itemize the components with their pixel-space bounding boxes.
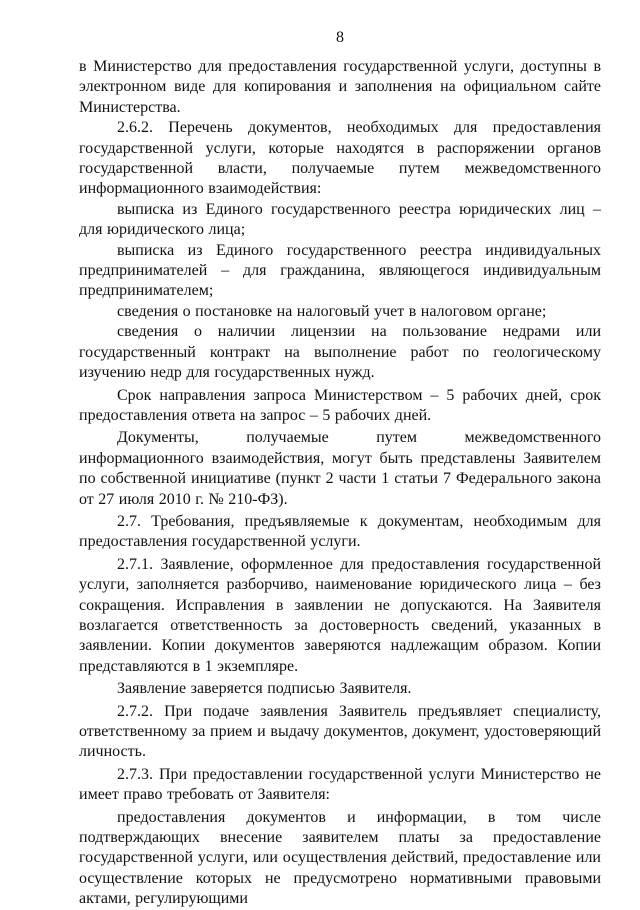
paragraph-own-initiative: Документы, получаемые путем межведомственного информационного взаимодействия, могут быть представлены Заявителем по собственной инициативе (пункт 2 части 1 статьи 7 Федерального закона от 27 июля 2010 г. № 210-ФЗ).	[79, 429, 601, 508]
paragraph-request-deadline: Срок направления запроса Министерством – 5 рабочих дней, срок предоставления ответа на запрос – 5 рабочих дней.	[79, 386, 601, 424]
page-number: 8	[336, 29, 344, 46]
paragraph-2-7-1: 2.7.1. Заявление, оформленное для предоставления государственной услуги, заполняется разборчиво, наименование юридического лица – без сокращения. Исправления в заявлении не допускаются. На Заявителя возлагается ответственность за достоверность сведений, указанных в заявлении. Копии документов заверяются надлежащим образом. Копии представляются в 1 экземпляре.	[79, 555, 601, 675]
paragraph-continuation: в Министерство для предоставления государственной услуги, доступны в электронном виде для копирования и заполнения на официальном сайте Министерства.	[79, 58, 601, 116]
paragraph-legal-entity-extract: выписка из Единого государственного реестра юридических лиц – для юридического лица;	[79, 200, 601, 239]
paragraph-entrepreneur-extract: выписка из Единого государственного реестра индивидуальных предпринимателей – для гражданина, являющегося индивидуальным предпринимателем;	[79, 241, 601, 300]
paragraph-2-7-2: 2.7.2. При подаче заявления Заявитель предъявляет специалисту, ответственному за прием и выдачу документов, документ, удостоверяющий личность.	[79, 702, 601, 761]
paragraph-2-7-3: 2.7.3. При предоставлении государственной услуги Министерство не имеет право требовать от Заявителя:	[79, 765, 601, 804]
paragraph-2-7: 2.7. Требования, предъявляемые к документам, необходимым для предоставления государственной услуги.	[79, 512, 601, 551]
paragraph-tax-registration: сведения о постановке на налоговый учет в налоговом органе;	[117, 302, 547, 320]
paragraph-signature: Заявление заверяется подписью Заявителя.	[117, 680, 412, 698]
paragraph-subsoil-license: сведения о наличии лицензии на пользование недрами или государственный контракт на выполнение работ по геологическому изучению недр для государственных нужд.	[79, 323, 601, 382]
paragraph-documents-provision: предоставления документов и информации, в том числе подтверждающих внесение заявителем платы за предоставление государственной услуги, или осуществления действий, предоставление или осуществление которых не предусмотрено нормативными правовыми актами, регулирующими	[79, 808, 601, 908]
paragraph-2-6-2: 2.6.2. Перечень документов, необходимых для предоставления государственной услуги, которые находятся в распоряжении органов государственной власти, получаемые путем межведомственного информационного взаимодействия:	[79, 119, 601, 198]
